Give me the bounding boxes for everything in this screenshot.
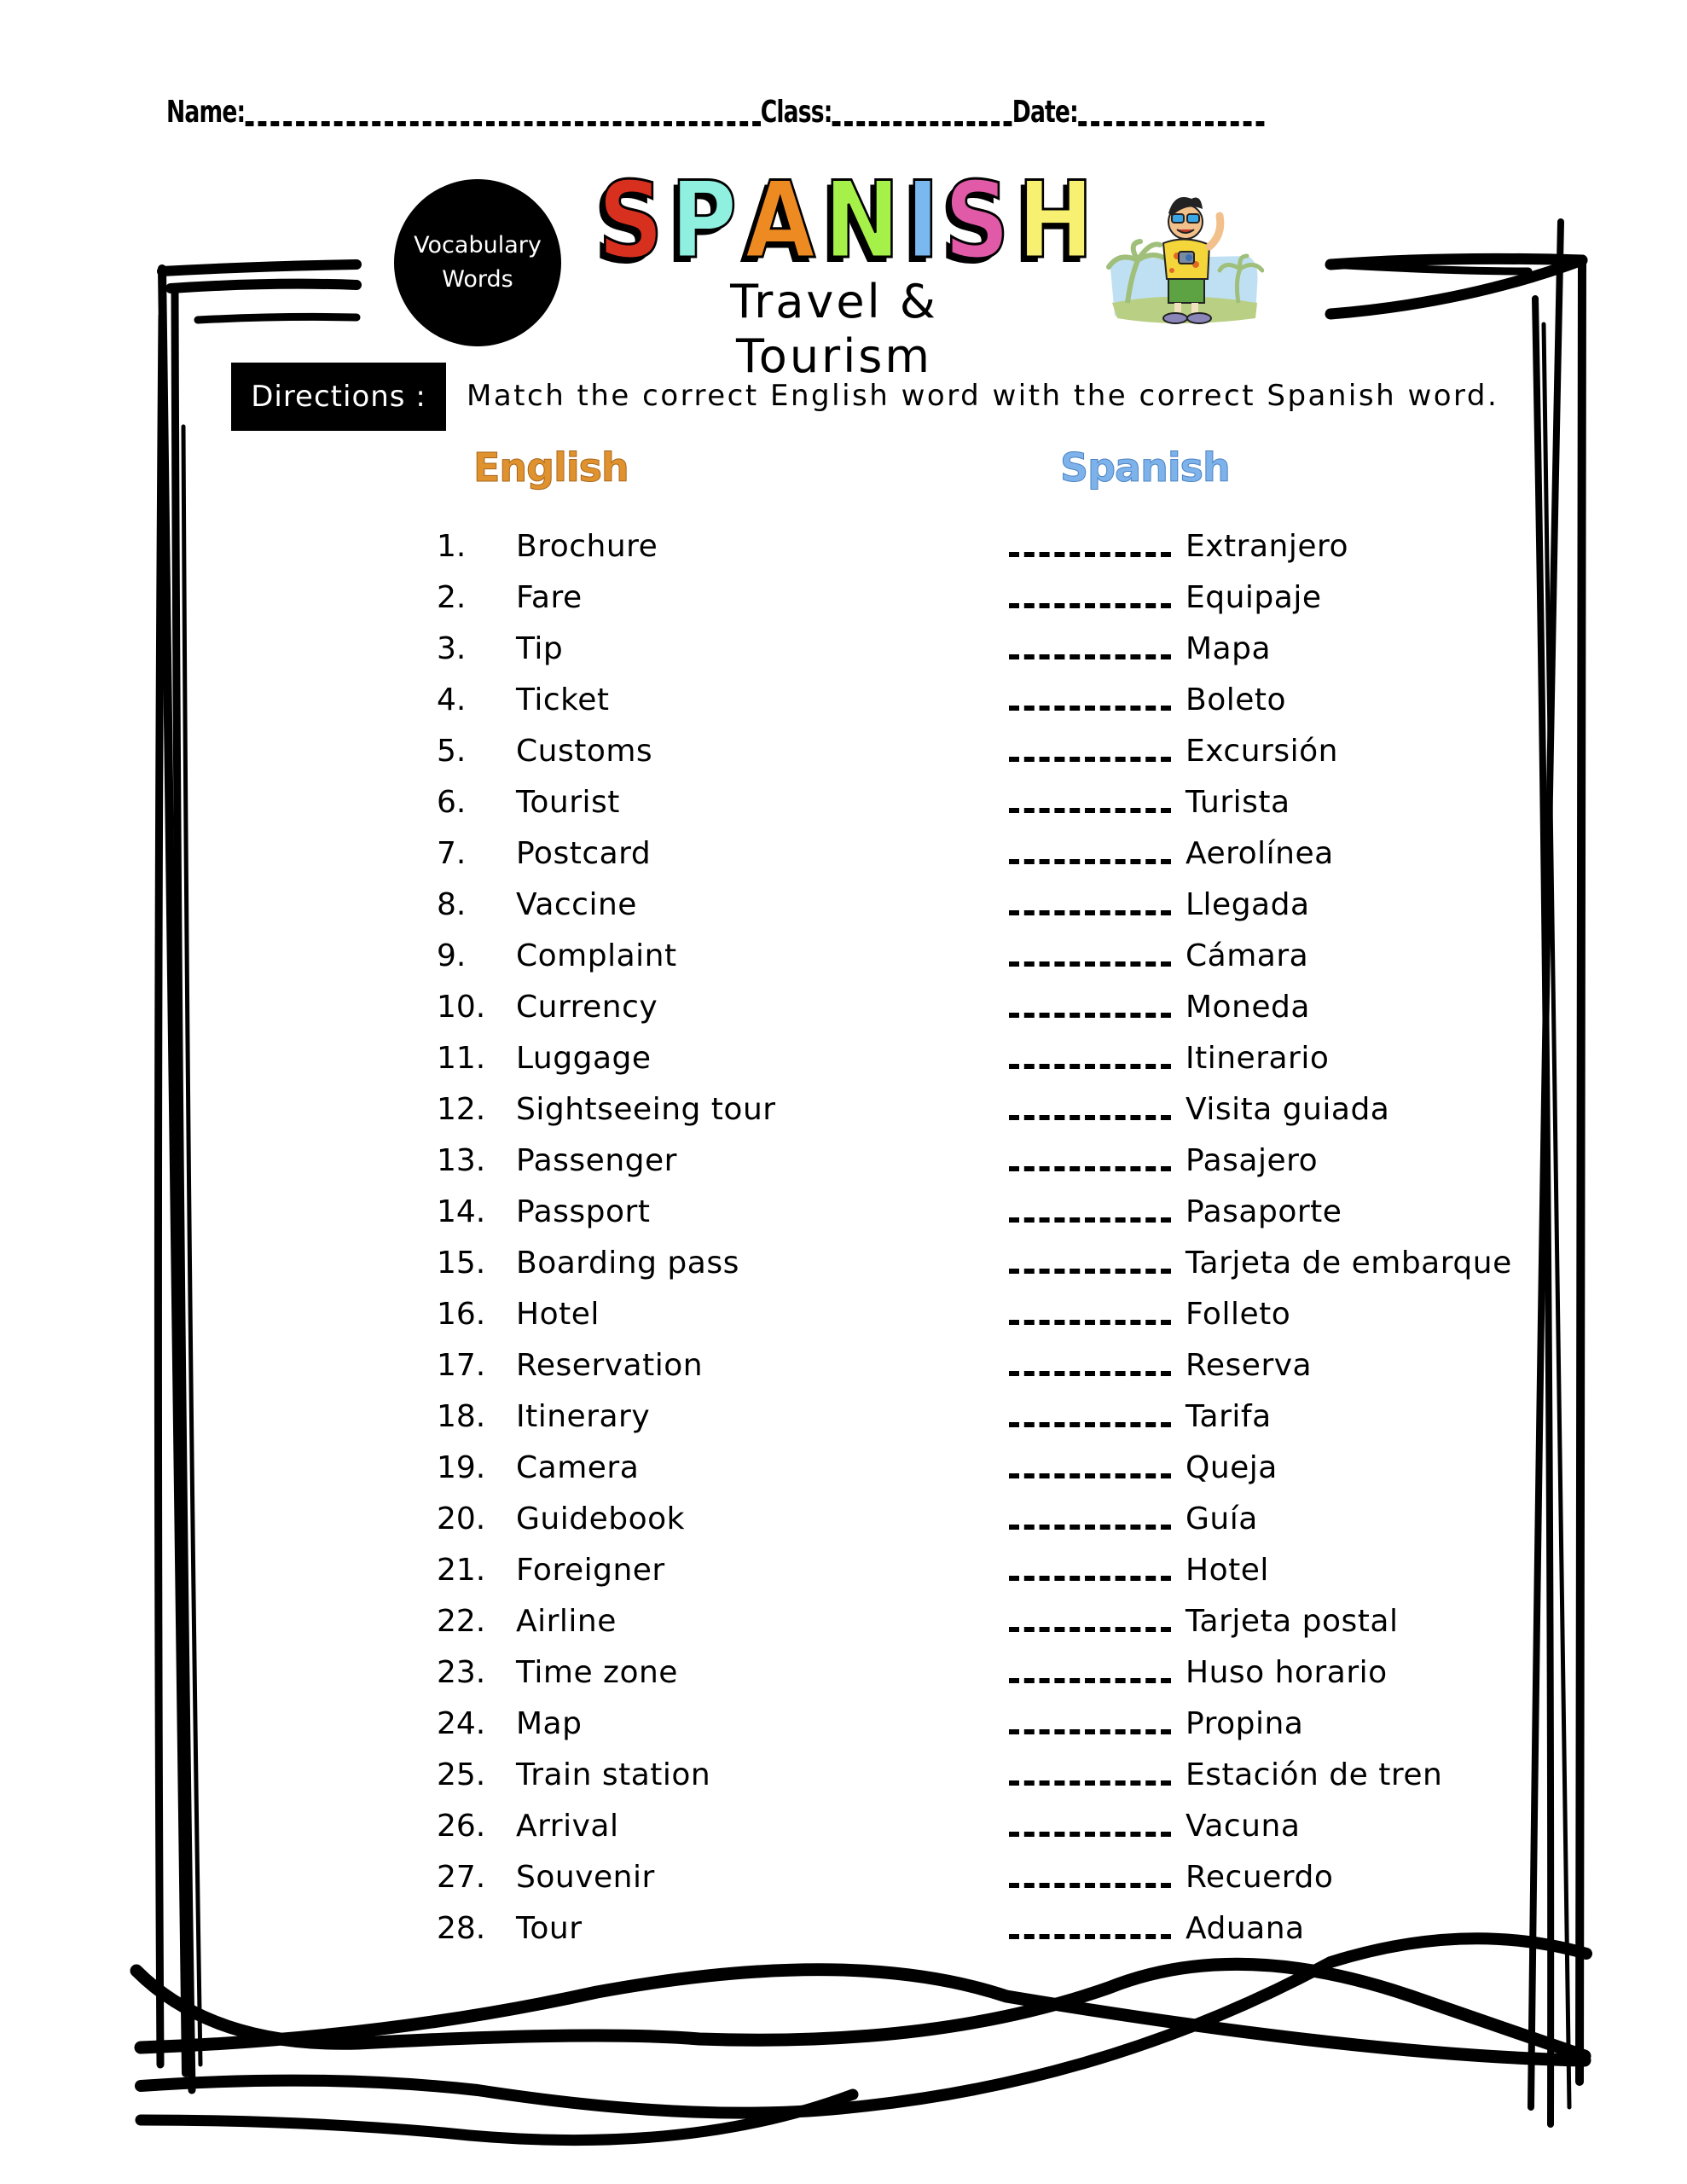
item-number: 13. [437, 1143, 486, 1178]
item-number: 12. [437, 1092, 486, 1127]
english-word: Luggage [516, 1041, 652, 1076]
english-word: Fare [516, 580, 583, 615]
answer-blank[interactable] [1009, 1525, 1171, 1530]
spanish-word: Llegada [1186, 887, 1310, 922]
item-number: 21. [437, 1553, 486, 1588]
match-row [0, 731, 1687, 772]
english-word: Hotel [516, 1297, 600, 1332]
answer-blank[interactable] [1009, 1422, 1171, 1427]
english-word: Guidebook [516, 1502, 685, 1536]
answer-blank[interactable] [1009, 1013, 1171, 1018]
answer-blank[interactable] [1009, 757, 1171, 762]
answer-blank[interactable] [1009, 1729, 1171, 1734]
english-column-heading: English [473, 444, 629, 491]
class-field[interactable] [832, 121, 1012, 126]
item-number: 6. [437, 785, 467, 820]
spanish-word: Extranjero [1186, 529, 1349, 564]
item-number: 18. [437, 1399, 486, 1434]
item-number: 9. [437, 938, 467, 973]
match-row [0, 1755, 1687, 1796]
match-row [0, 1294, 1687, 1335]
english-word: Tourist [516, 785, 620, 820]
answer-blank[interactable] [1009, 961, 1171, 967]
match-row [0, 834, 1687, 874]
answer-blank[interactable] [1009, 808, 1171, 813]
badge-line-2: Words [442, 266, 513, 293]
item-number: 3. [437, 631, 467, 666]
english-word: Ticket [516, 682, 610, 717]
item-number: 24. [437, 1706, 486, 1741]
english-word: Postcard [516, 836, 652, 871]
spanish-word: Folleto [1186, 1297, 1291, 1332]
answer-blank[interactable] [1009, 1576, 1171, 1581]
directions-text: Match the correct English word with the correct Spanish word. [467, 379, 1499, 413]
answer-blank[interactable] [1009, 1115, 1171, 1120]
match-row [0, 782, 1687, 823]
match-row [0, 1192, 1687, 1233]
item-number: 11. [437, 1041, 486, 1076]
name-field[interactable] [245, 121, 760, 126]
spanish-word: Pasaporte [1186, 1194, 1342, 1229]
match-row [0, 987, 1687, 1028]
item-number: 14. [437, 1194, 486, 1229]
spanish-word: Equipaje [1186, 580, 1322, 615]
item-number: 25. [437, 1757, 486, 1792]
answer-blank[interactable] [1009, 1883, 1171, 1888]
item-number: 4. [437, 682, 467, 717]
match-row [0, 1601, 1687, 1642]
spanish-word: Visita guiada [1186, 1092, 1390, 1127]
item-number: 27. [437, 1860, 486, 1895]
answer-blank[interactable] [1009, 1473, 1171, 1478]
item-number: 15. [437, 1246, 486, 1281]
item-number: 20. [437, 1502, 486, 1536]
date-label: Date: [1012, 95, 1078, 130]
match-row [0, 1141, 1687, 1182]
title-letter: S [597, 160, 661, 282]
english-word: Souvenir [516, 1860, 655, 1895]
match-row [0, 936, 1687, 977]
answer-blank[interactable] [1009, 552, 1171, 557]
spanish-word: Tarjeta postal [1186, 1604, 1399, 1639]
item-number: 26. [437, 1809, 486, 1844]
title-letter: I [905, 160, 937, 282]
match-row [0, 629, 1687, 670]
match-row [0, 1806, 1687, 1847]
match-row [0, 1243, 1687, 1284]
answer-blank[interactable] [1009, 1269, 1171, 1274]
english-word: Sightseeing tour [516, 1092, 776, 1127]
spanish-word: Huso horario [1186, 1655, 1388, 1690]
match-row [0, 680, 1687, 721]
match-row [0, 1908, 1687, 1949]
match-row [0, 1089, 1687, 1130]
match-row [0, 1038, 1687, 1079]
english-word: Boarding pass [516, 1246, 739, 1281]
answer-blank[interactable] [1009, 910, 1171, 915]
class-label: Class: [760, 95, 832, 130]
match-row [0, 1499, 1687, 1540]
vocabulary-words-badge [394, 179, 561, 346]
spanish-word: Recuerdo [1186, 1860, 1334, 1895]
spanish-word: Pasajero [1186, 1143, 1319, 1178]
spanish-word: Cámara [1186, 938, 1309, 973]
item-number: 7. [437, 836, 467, 871]
answer-blank[interactable] [1009, 706, 1171, 711]
item-number: 5. [437, 734, 467, 769]
english-word: Passenger [516, 1143, 677, 1178]
answer-blank[interactable] [1009, 1166, 1171, 1171]
spanish-word: Mapa [1186, 631, 1272, 666]
title-letter: N [824, 160, 897, 282]
answer-blank[interactable] [1009, 1832, 1171, 1837]
english-word: Reservation [516, 1348, 704, 1383]
spanish-word: Boleto [1186, 682, 1287, 717]
spanish-word: Itinerario [1186, 1041, 1330, 1076]
spanish-word: Tarifa [1186, 1399, 1272, 1434]
english-word: Map [516, 1706, 583, 1741]
english-word: Foreigner [516, 1553, 665, 1588]
match-row [0, 1704, 1687, 1745]
english-word: Vaccine [516, 887, 637, 922]
date-field[interactable] [1078, 121, 1264, 126]
english-word: Brochure [516, 529, 658, 564]
english-word: Tip [516, 631, 564, 666]
answer-blank[interactable] [1009, 654, 1171, 659]
title-letter: S [944, 160, 1007, 282]
tourist-with-camera-icon [1093, 175, 1264, 328]
match-row [0, 526, 1687, 567]
english-word: Complaint [516, 938, 677, 973]
answer-blank[interactable] [1009, 1371, 1171, 1376]
english-word: Time zone [516, 1655, 678, 1690]
english-word: Tour [516, 1911, 583, 1946]
spanish-word: Propina [1186, 1706, 1304, 1741]
answer-blank[interactable] [1009, 1934, 1171, 1939]
item-number: 10. [437, 990, 486, 1025]
topic-subtitle: Travel & Tourism [730, 275, 938, 383]
match-row [0, 1397, 1687, 1438]
english-word: Camera [516, 1450, 640, 1485]
item-number: 22. [437, 1604, 486, 1639]
title-letter: A [745, 160, 813, 282]
directions-label: Directions : [231, 363, 446, 431]
answer-blank[interactable] [1009, 1678, 1171, 1683]
spanish-word: Excursión [1186, 734, 1338, 769]
item-number: 1. [437, 529, 467, 564]
title-letter: P [670, 160, 735, 282]
answer-blank[interactable] [1009, 859, 1171, 864]
spanish-word: Moneda [1186, 990, 1310, 1025]
student-info-line [166, 92, 1264, 130]
item-number: 16. [437, 1297, 486, 1332]
spanish-word: Queja [1186, 1450, 1278, 1485]
spanish-word: Estación de tren [1186, 1757, 1443, 1792]
match-row [0, 885, 1687, 926]
english-word: Airline [516, 1604, 617, 1639]
answer-blank[interactable] [1009, 1064, 1171, 1069]
spanish-title [593, 160, 1097, 282]
item-number: 17. [437, 1348, 486, 1383]
spanish-word: Hotel [1186, 1553, 1269, 1588]
item-number: 19. [437, 1450, 486, 1485]
spanish-word: Tarjeta de embarque [1186, 1246, 1512, 1281]
spanish-column-heading: Spanish [1060, 444, 1230, 491]
english-word: Currency [516, 990, 658, 1025]
badge-line-1: Vocabulary [414, 232, 542, 258]
item-number: 2. [437, 580, 467, 615]
spanish-word: Guía [1186, 1502, 1258, 1536]
spanish-word: Vacuna [1186, 1809, 1301, 1844]
english-word: Itinerary [516, 1399, 651, 1434]
match-row [0, 1653, 1687, 1693]
item-number: 23. [437, 1655, 486, 1690]
answer-blank[interactable] [1009, 603, 1171, 608]
english-word: Train station [516, 1757, 711, 1792]
answer-blank[interactable] [1009, 1780, 1171, 1786]
spanish-word: Turista [1186, 785, 1290, 820]
item-number: 28. [437, 1911, 486, 1946]
match-row [0, 1857, 1687, 1898]
item-number: 8. [437, 887, 467, 922]
answer-blank[interactable] [1009, 1217, 1171, 1223]
english-word: Arrival [516, 1809, 619, 1844]
spanish-word: Aduana [1186, 1911, 1305, 1946]
title-letter: H [1017, 160, 1092, 282]
spanish-word: Aerolínea [1186, 836, 1334, 871]
spanish-word: Reserva [1186, 1348, 1313, 1383]
answer-blank[interactable] [1009, 1320, 1171, 1325]
match-row [0, 578, 1687, 619]
answer-blank[interactable] [1009, 1627, 1171, 1632]
match-row [0, 1550, 1687, 1591]
match-row [0, 1345, 1687, 1386]
name-label: Name: [166, 95, 246, 130]
english-word: Customs [516, 734, 653, 769]
match-row [0, 1448, 1687, 1489]
english-word: Passport [516, 1194, 651, 1229]
